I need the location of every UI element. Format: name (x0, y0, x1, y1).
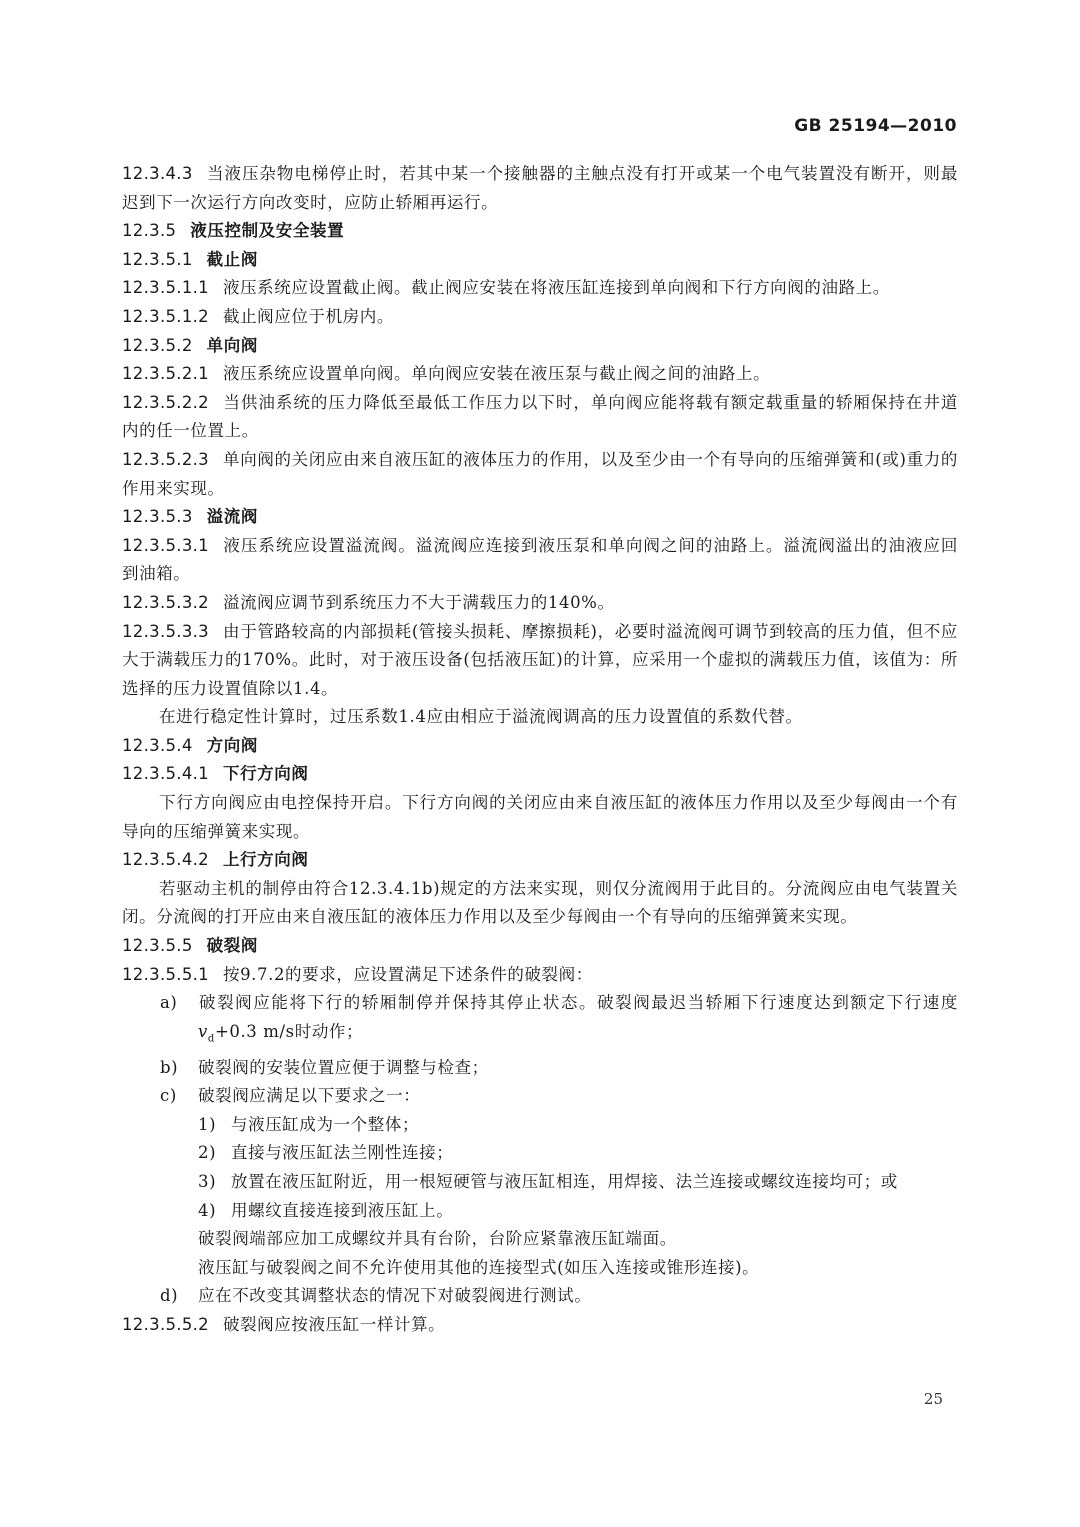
clause-number: 12.3.5.1.1 (122, 278, 209, 298)
paragraph-down-valve: 下行方向阀应由电控保持开启。下行方向阀的关闭应由来自液压缸的液体压力作用以及至少每阀由一个有导向的压缩弹簧来实现。 (122, 793, 958, 841)
list-item-2 (122, 1139, 958, 1168)
paragraph-up-valve: 若驱动主机的制停由符合12.3.4.1b)规定的方法来实现，则仅分流阀用于此目的。分流阀应由电气装置关闭。分流阀的打开应由来自液压缸的液体压力作用以及至少每阀由一个有导向的压缩弹簧来实现。 (122, 878, 958, 927)
velocity-subscript: d (207, 1033, 215, 1045)
clause-number: 12.3.5 (122, 221, 177, 241)
clause-text: 由于管路较高的内部损耗(管接头损耗、摩擦损耗)，必要时溢流阀可调节到较高的压力值，但不应大于满载压力的170%。此时，对于液压设备(包括液压缸)的计算，应采用一个虚拟的满载压力值，该值为：所选择的压力设置值除以1.4。 (122, 621, 958, 698)
heading-label: 截止阀 (206, 249, 258, 269)
heading-12-3-5-1 (122, 246, 958, 275)
clause-text: 按9.7.2的要求，应设置满足下述条件的破裂阀： (222, 964, 593, 984)
heading-label: 液压控制及安全装置 (190, 221, 345, 241)
clause-12-3-5-2-2 (122, 389, 958, 446)
clause-number: 12.3.5.3 (122, 507, 193, 527)
clause-number: 12.3.5.1.2 (122, 306, 209, 326)
list-marker: 2) (198, 1143, 217, 1163)
list-marker: b) (160, 1057, 179, 1077)
clause-12-3-5-3-3 (122, 618, 958, 704)
clause-text: 当液压杂物电梯停止时，若其中某一个接触器的主触点没有打开或某一个电气装置没有断开，则最迟到下一次运行方向改变时，应防止轿厢再运行。 (122, 164, 958, 212)
clause-number: 12.3.5.2.1 (122, 364, 209, 384)
list-item-text: 破裂阀应能将下行的轿厢制停并保持其停止状态。破裂阀最迟当轿厢下行速度达到额定下行速度 (198, 993, 958, 1013)
clause-number: 12.3.5.3.2 (122, 592, 209, 612)
clause-12-3-4-3 (122, 160, 958, 217)
list-item-text: 应在不改变其调整状态的情况下对破裂阀进行测试。 (198, 1286, 592, 1306)
note-connection-type: 液压缸与破裂阀之间不允许使用其他的连接型式(如压入连接或锥形连接)。 (198, 1257, 760, 1277)
clause-text: 截止阀应位于机房内。 (222, 306, 394, 326)
clause-12-3-5-5-1 (122, 961, 958, 990)
document-body (122, 160, 958, 1340)
list-marker: 4) (198, 1200, 217, 1220)
heading-12-3-5-5 (122, 932, 958, 961)
clause-number: 12.3.4.3 (122, 164, 193, 183)
clause-number: 12.3.5.2 (122, 335, 193, 355)
list-marker: c) (160, 1086, 177, 1106)
clause-number: 12.3.5.5 (122, 936, 193, 956)
heading-12-3-5 (122, 217, 958, 246)
clause-number: 12.3.5.5.2 (122, 1315, 209, 1335)
list-item-text: 用螺纹直接连接到液压缸上。 (231, 1200, 454, 1220)
heading-12-3-5-2 (122, 332, 958, 361)
note-thread-step: 破裂阀端部应加工成螺纹并具有台阶，台阶应紧靠液压缸端面。 (198, 1229, 677, 1249)
list-item-text: 直接与液压缸法兰刚性连接； (231, 1143, 454, 1163)
clause-number: 12.3.5.1 (122, 249, 193, 269)
clause-12-3-5-3-1 (122, 532, 958, 589)
list-marker: d) (160, 1286, 179, 1306)
heading-label: 方向阀 (206, 735, 258, 755)
heading-12-3-5-3 (122, 503, 958, 532)
clause-number: 12.3.5.2.3 (122, 449, 209, 469)
clause-text: 液压系统应设置单向阀。单向阀应安装在液压泵与截止阀之间的油路上。 (222, 364, 771, 384)
clause-12-3-5-1-1 (122, 274, 958, 303)
paragraph-stability-note: 在进行稳定性计算时，过压系数1.4应由相应于溢流阀调高的压力设置值的系数代替。 (159, 707, 803, 727)
list-marker: 1) (198, 1114, 217, 1134)
list-item-4 (122, 1197, 958, 1226)
list-item-d (122, 1282, 958, 1311)
standard-code: GB 25194—2010 (794, 116, 957, 136)
list-item-3 (122, 1168, 958, 1197)
clause-12-3-5-1-2 (122, 303, 958, 332)
clause-number: 12.3.5.3.3 (122, 621, 209, 641)
clause-text: 单向阀的关闭应由来自液压缸的液体压力的作用，以及至少由一个有导向的压缩弹簧和(或)重力的作用来实现。 (122, 449, 958, 498)
heading-12-3-5-4-2 (122, 846, 958, 875)
list-item-text: 放置在液压缸附近，用一根短硬管与液压缸相连，用焊接、法兰连接或螺纹连接均可；或 (231, 1172, 898, 1192)
clause-text: 破裂阀应按液压缸一样计算。 (222, 1315, 446, 1335)
heading-label: 单向阀 (206, 335, 258, 355)
list-item-text: 破裂阀的安装位置应便于调整与检查； (198, 1057, 489, 1077)
clause-12-3-5-2-1 (122, 360, 958, 389)
clause-number: 12.3.5.4.2 (122, 850, 209, 870)
clause-12-3-5-2-3 (122, 446, 958, 503)
clause-text: 溢流阀应调节到系统压力不大于满载压力的140%。 (222, 592, 615, 612)
list-item-b (122, 1054, 958, 1083)
clause-text: 液压系统应设置截止阀。截止阀应安装在将液压缸连接到单向阀和下行方向阀的油路上。 (222, 278, 890, 298)
clause-text: 液压系统应设置溢流阀。溢流阀应连接到液压泵和单向阀之间的油路上。溢流阀溢出的油液应回到油箱。 (122, 535, 958, 584)
heading-12-3-5-4-1 (122, 760, 958, 789)
velocity-symbol: v (198, 1021, 208, 1041)
heading-label: 溢流阀 (206, 507, 258, 527)
heading-label: 下行方向阀 (222, 764, 309, 784)
heading-label: 破裂阀 (206, 936, 258, 956)
list-marker: a) (160, 993, 178, 1013)
list-item-1 (122, 1111, 958, 1140)
list-item-text: 与液压缸成为一个整体； (231, 1114, 420, 1134)
list-item-text: 破裂阀应满足以下要求之一： (198, 1086, 421, 1106)
list-item-c (122, 1082, 958, 1111)
clause-12-3-5-5-2 (122, 1311, 958, 1340)
clause-number: 12.3.5.4.1 (122, 764, 209, 784)
heading-label: 上行方向阀 (222, 850, 309, 870)
list-marker: 3) (198, 1172, 217, 1192)
clause-number: 12.3.5.3.1 (122, 535, 209, 555)
heading-12-3-5-4 (122, 732, 958, 761)
clause-number: 12.3.5.4 (122, 735, 193, 755)
page-number: 25 (923, 1390, 943, 1408)
clause-text: 当供油系统的压力降低至最低工作压力以下时，单向阀应能将载有额定载重量的轿厢保持在井道内的任一位置上。 (122, 392, 958, 441)
clause-number: 12.3.5.5.1 (122, 964, 209, 984)
clause-number: 12.3.5.2.2 (122, 392, 209, 412)
list-item-a (122, 989, 958, 1053)
list-item-text: +0.3 m/s时动作； (214, 1021, 364, 1041)
clause-12-3-5-3-2 (122, 589, 958, 618)
